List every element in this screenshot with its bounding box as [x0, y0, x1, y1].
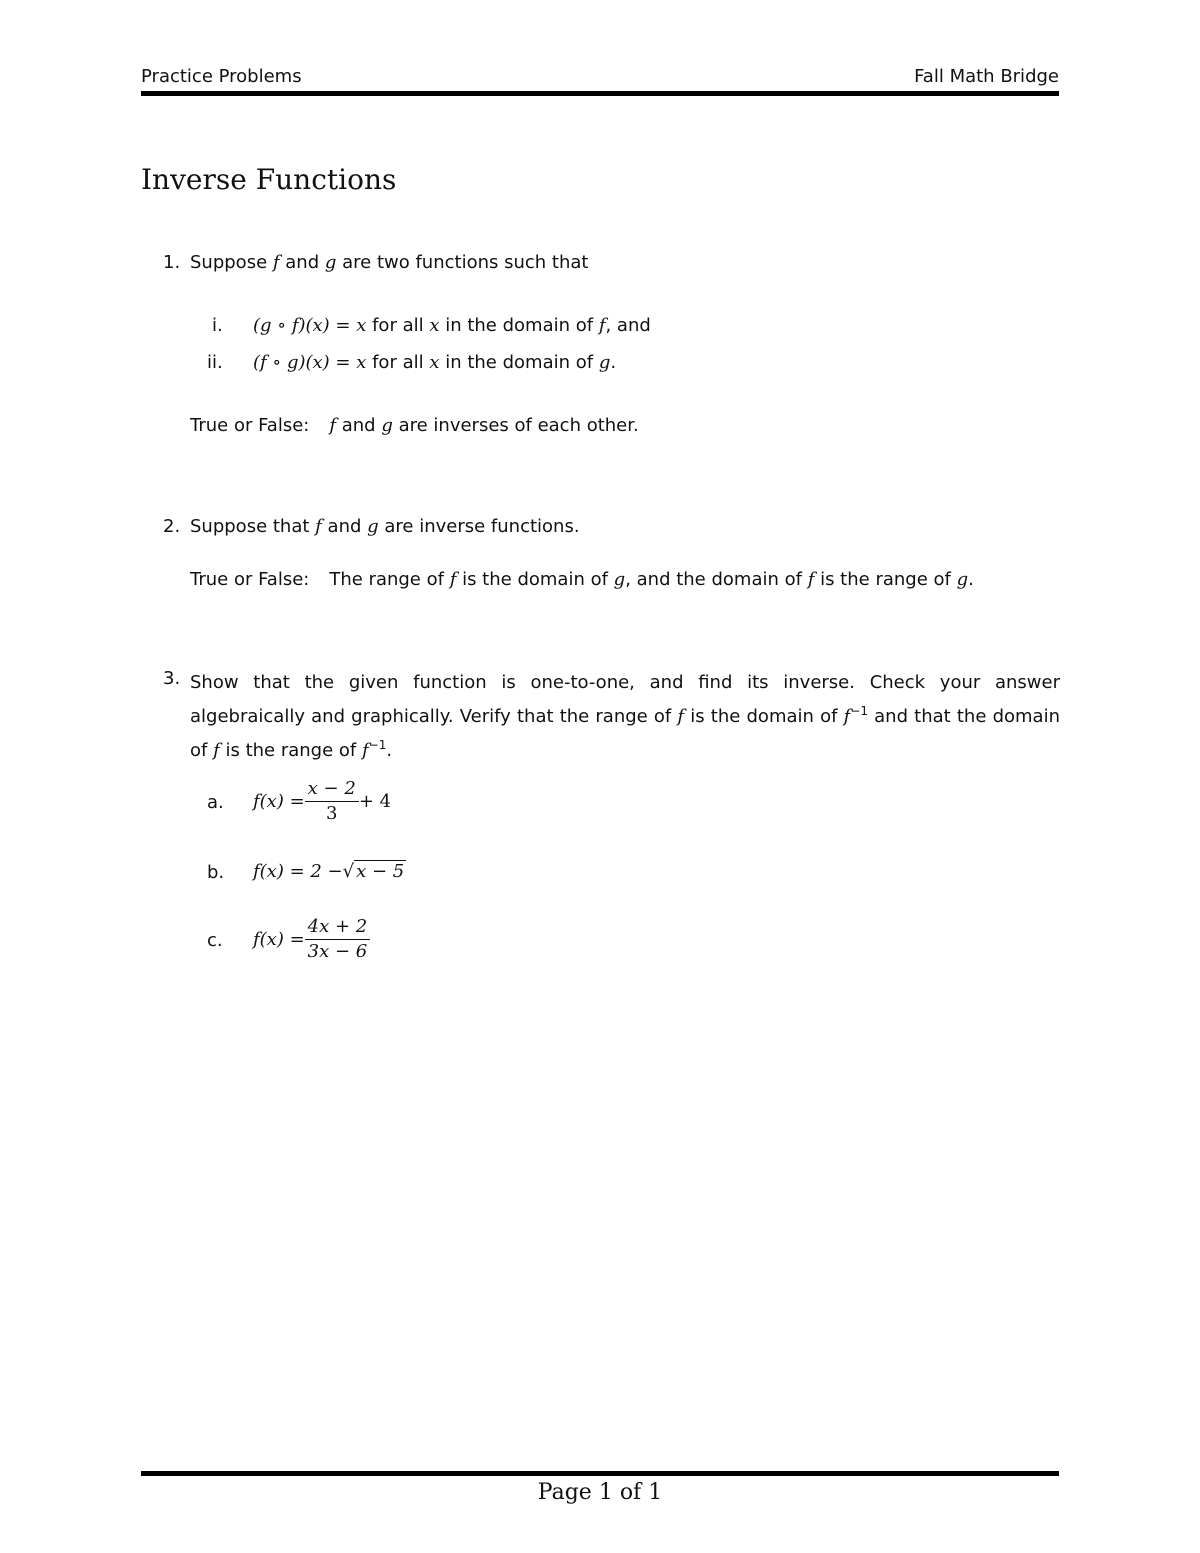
problem-3-instructions: Show that the given function is one-to-one, and find its inverse. Check your answer algebraically and graphically. Verify that the range of f is the domain of $f^{-1}$ and that the domain of f is the range of $f^{-1}$.: [190, 672, 1060, 761]
header-right: Fall Math Bridge: [914, 66, 1059, 87]
part-b-radicand: x − 5: [356, 861, 405, 882]
part-c-fraction: $\frac{4x + 2}{3x - 6}$: [305, 915, 371, 964]
condition-ii-label: ii.: [207, 352, 223, 373]
condition-i-label: i.: [212, 315, 223, 336]
part-c-equation: f(x) = $\frac{4x + 2}{3x - 6}$: [253, 915, 370, 964]
problem-2-true-false: True or False: The range of f is the domain of g, and the domain of f is the range of g.: [190, 569, 974, 590]
part-a-fraction: $\frac{x - 2}{3}$: [305, 777, 359, 826]
footer-rule: [141, 1471, 1059, 1476]
problem-1-number: 1.: [163, 252, 181, 273]
part-a-label: a.: [207, 792, 224, 813]
radical-sign: √: [342, 860, 355, 882]
part-a-equation: f(x) = $\frac{x - 2}{3}$ + 4: [253, 778, 392, 824]
problem-1-intro: Suppose f and g are two functions such that: [190, 252, 589, 273]
page-title: Inverse Functions: [141, 163, 397, 196]
header-rule: [141, 91, 1059, 96]
header-left: Practice Problems: [141, 66, 302, 87]
condition-i: (g ∘ f)(x) = x for all x in the domain of f, and: [253, 315, 651, 336]
condition-ii: (f ∘ g)(x) = x for all x in the domain of g.: [253, 352, 617, 373]
part-b-label: b.: [207, 862, 225, 883]
problem-3-number: 3.: [163, 668, 181, 689]
problem-1-true-false: True or False: f and g are inverses of each other.: [190, 415, 639, 436]
problem-2-intro: Suppose that f and g are inverse functions.: [190, 516, 580, 537]
page-number: Page 1 of 1: [537, 1480, 663, 1505]
problem-2-number: 2.: [163, 516, 181, 537]
part-b-equation: f(x) = 2 − √ x − 5: [253, 860, 405, 882]
part-c-label: c.: [207, 930, 223, 951]
